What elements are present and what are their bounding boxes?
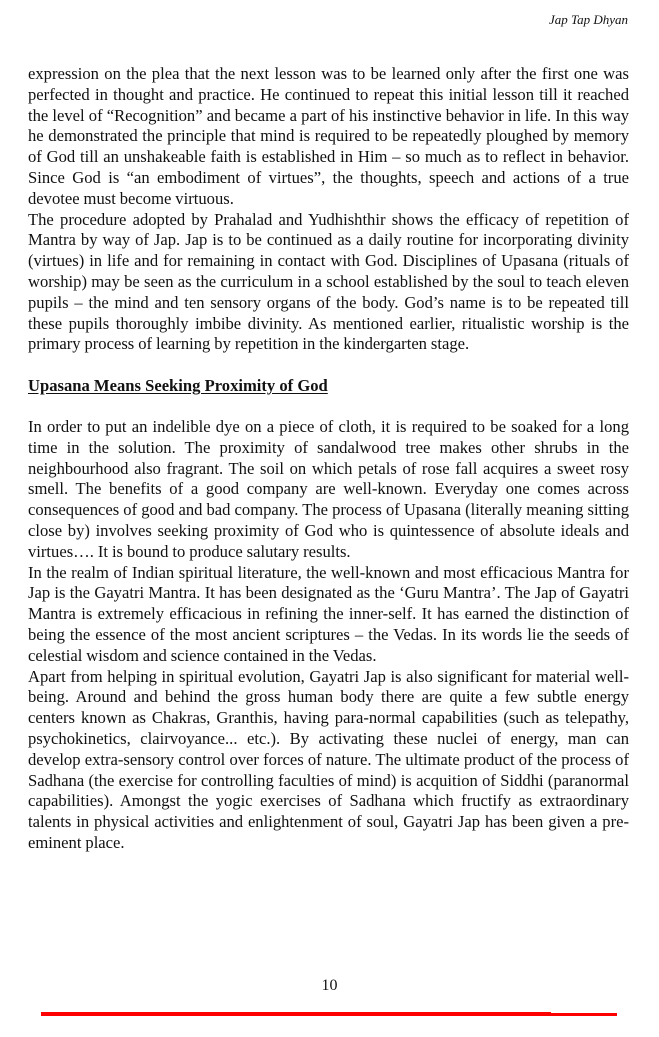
footer-divider-tail (551, 1013, 617, 1016)
footer-divider (41, 1012, 551, 1016)
body-paragraph: The procedure adopted by Prahalad and Yudhishthir shows the efficacy of repetition of Mantra by way of Jap. Jap is to be continued as a daily routine for incorporating divinity (virtues) in life and for remaining in contact with God. Disciplines of Upasana (rituals of worship) may be seen as the curriculum in a school established by the soul to teach eleven pupils – the mind and ten sensory organs of the body. God’s name is to be repeated till these pupils thoroughly imbibe divinity. As mentioned earlier, ritualistic worship is the primary process of learning by repetition in the kindergarten stage. (28, 209, 629, 354)
body-paragraph: Apart from helping in spiritual evolution, Gayatri Jap is also significant for material well-being. Around and behind the gross human body there are quite a few subtle energy centers known as Chakras, Granthis, having para-normal capabilities (such as telepathy, psychokinetics, clairvoyance... etc.). By activating these nuclei of energy, man can develop extra-sensory control over forces of nature. The ultimate product of the process of Sadhana (the exercise for controlling faculties of mind) is acquition of Siddhi (paranormal capabilities). Amongst the yogic exercises of Sadhana which fructify as extraordinary talents in physical activities and enlightenment of soul, Gayatri Jap has been given a pre-eminent place. (28, 666, 629, 852)
running-header-title: Jap Tap Dhyan (549, 12, 628, 27)
page-number: 10 (321, 977, 338, 994)
page-content (28, 64, 629, 854)
body-paragraph: expression on the plea that the next lesson was to be learned only after the first one was perfected in thought and practice. He continued to repeat this initial lesson till it reached the level of “Recognition” and became a part of his instinctive behavior in life. In this way he demonstrated the principle that mind is required to be repeatedly ploughed by memory of God till an unshakeable faith is established in Him – so much as to reflect in behavior. Since God is “an embodiment of virtues”, the thoughts, speech and actions of a true devotee must become virtuous. (28, 64, 629, 208)
body-paragraph: In order to put an indelible dye on a piece of cloth, it is required to be soaked for a long time in the solution. The proximity of sandalwood tree makes other shrubs in the neighbourhood also fragrant. The soil on which petals of rose fall acquires a sweet rosy smell. The benefits of a good company are well-known. Everyday one comes across consequences of good and bad company. The process of Upasana (literally meaning sitting close by) involves seeking proximity of God who is quintessence of absolute ideals and virtues…. It is bound to produce salutary results. (28, 416, 629, 561)
body-paragraph: In the realm of Indian spiritual literature, the well-known and most efficacious Mantra for Jap is the Gayatri Mantra. It has been designated as the ‘Guru Mantra’. The Jap of Gayatri Mantra is extremely efficacious in refining the inner-self. It has earned the distinction of being the essence of the most ancient scriptures – the Vedas. In its words lie the seeds of celestial wisdom and science contained in the Vedas. (28, 562, 629, 665)
section-heading: Upasana Means Seeking Proximity of God (28, 376, 328, 396)
